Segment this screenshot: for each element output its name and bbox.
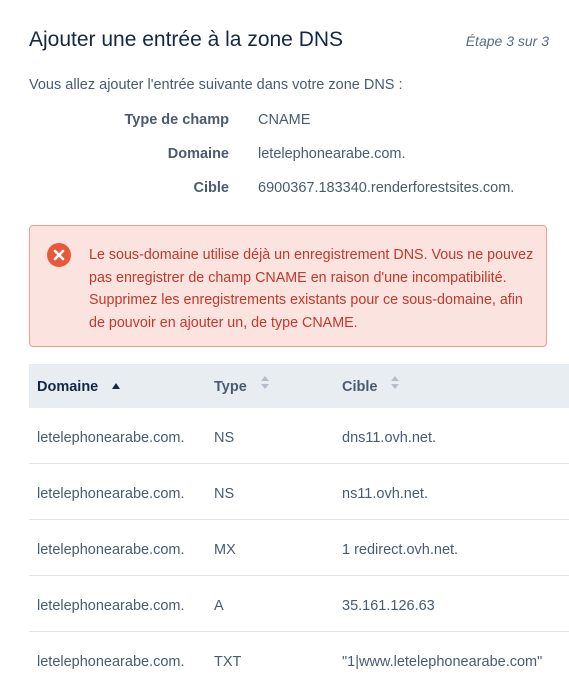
summary-value: letelephonearabe.com. [258,146,406,162]
cell-domain: letelephonearabe.com. [37,430,185,446]
table-row [29,632,569,678]
sort-icon [261,364,269,408]
cell-domain: letelephonearabe.com. [37,486,185,502]
summary-row-target [29,180,549,214]
cell-target: 1 redirect.ovh.net. [342,542,459,558]
table-header [29,364,569,408]
column-header-label: Domaine [37,379,99,395]
cell-type: NS [214,430,235,446]
existing-records-table [29,364,569,678]
summary-value: CNAME [258,112,311,128]
error-circle-icon [47,243,71,267]
sort-ascending-icon [112,364,120,408]
step-indicator: Étape 3 sur 3 [465,33,549,49]
page-title: Ajouter une entrée à la zone DNS [29,28,344,51]
cell-domain: letelephonearabe.com. [37,542,185,558]
cell-type: MX [214,542,236,558]
summary-label: Domaine [167,146,229,162]
cell-type: A [214,598,224,614]
dialog-header [29,28,549,56]
column-header-target[interactable] [342,364,399,408]
cell-domain: letelephonearabe.com. [37,598,185,614]
error-message: Le sous-domaine utilise déjà un enregistrement DNS. Vous ne pouvez pas enregistrer de champ CNAME en raison d'une incompatibilité. Supprimez les enregistrements existants pour ce sous-domaine, afin de pouvoir en ajouter un, de type CNAME. [89,247,534,331]
error-alert [29,225,547,347]
table-row [29,464,569,520]
cell-domain: letelephonearabe.com. [37,654,185,670]
table-row [29,576,569,632]
table-row [29,520,569,576]
cell-target: "1|www.letelephonearabe.com" [342,654,543,670]
entry-summary [29,112,549,214]
cell-type: NS [214,486,235,502]
column-header-label: Cible [342,379,378,395]
cell-type: TXT [214,654,242,670]
intro-text: Vous allez ajouter l'entrée suivante dans votre zone DNS : [29,77,403,93]
summary-row-domain [29,146,549,180]
cell-target: 35.161.126.63 [342,598,435,614]
summary-value: 6900367.183340.renderforestsites.com. [258,180,515,196]
cell-target: ns11.ovh.net. [342,486,428,502]
cell-target: dns11.ovh.net. [342,430,437,446]
summary-label: Cible [193,180,229,196]
column-header-domain[interactable] [37,364,120,408]
summary-label: Type de champ [124,112,229,128]
sort-icon [391,364,399,408]
column-header-type[interactable] [214,364,269,408]
column-header-label: Type [214,379,247,395]
table-row [29,408,569,464]
summary-row-type [29,112,549,146]
